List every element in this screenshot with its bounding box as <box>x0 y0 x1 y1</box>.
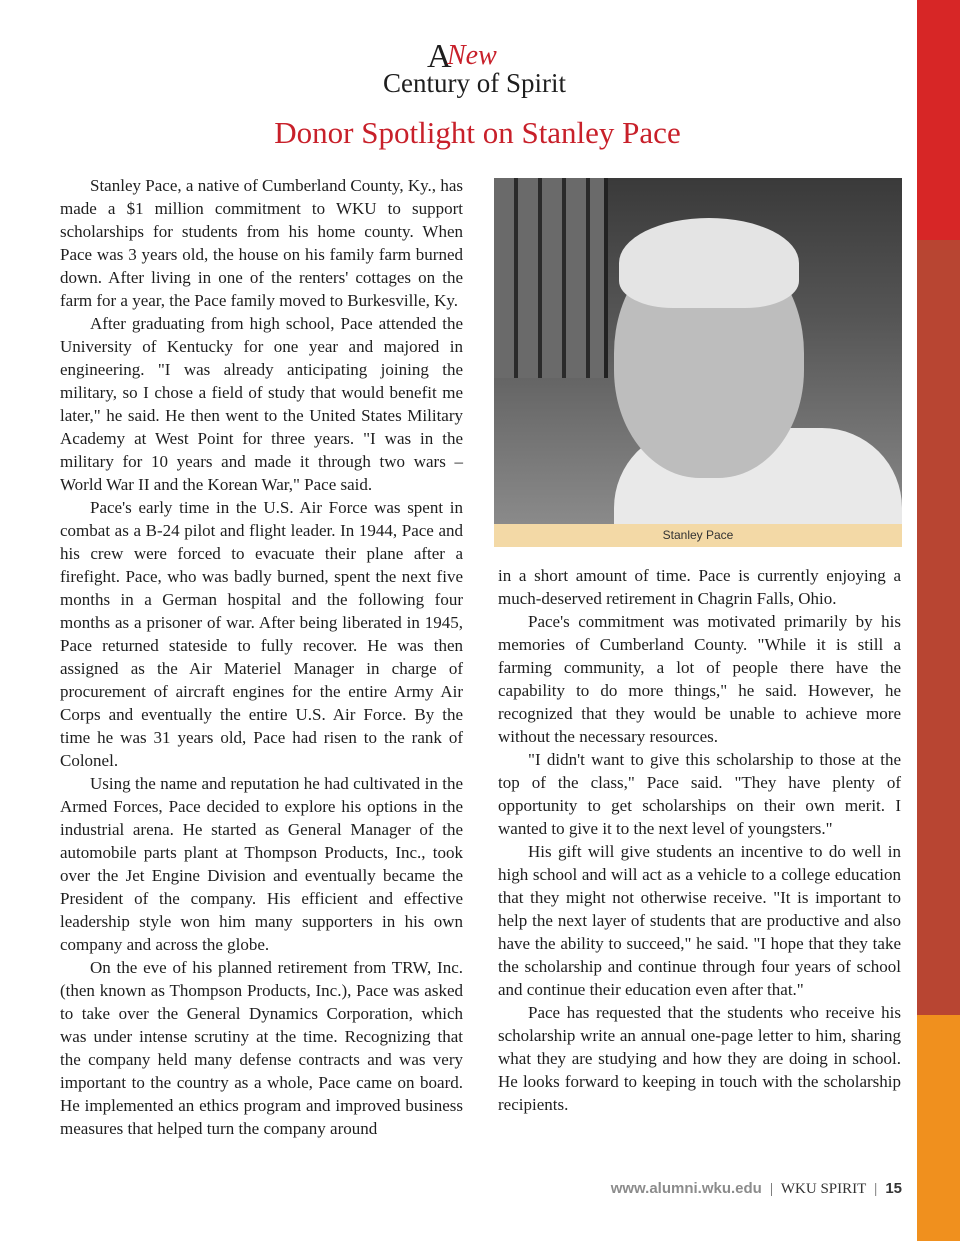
photo-hair <box>619 218 799 308</box>
photo-caption: Stanley Pace <box>494 524 902 547</box>
paragraph: Using the name and reputation he had cultivated in the Armed Forces, Pace decided to explore his options in the industrial arena. He started as General Manager of the automobile parts plant at Thompson Products, Inc., took over the Jet Engine Division and eventually became the President of the company. His efficient and effective leadership style won him many supporters in his own company and across the globe. <box>60 774 463 954</box>
right-column <box>498 564 901 1116</box>
footer-separator: | <box>874 1181 878 1197</box>
logo-letter-a: A <box>427 38 452 75</box>
stanley-pace-photo <box>494 178 902 524</box>
paragraph: On the eve of his planned retirement from TRW, Inc. (then known as Thompson Products, Inc.), Pace was asked to take over the General Dynamics Corporation, which was under intense scrutiny at the time. Recognizing that the company held many defense contracts and was very important to the country as a whole, Pace came on board. He implemented an ethics program and improved business measures that helped turn the company around <box>60 958 463 1138</box>
footer-publication: WKU SPIRIT <box>780 1181 867 1197</box>
paragraph: "I didn't want to give this scholarship to those at the top of the class," Pace said. "They have plenty of opportunity to get scholarships on their own merit. I wanted to give it to the next level of youngsters." <box>498 750 901 838</box>
photo-background-window <box>494 178 608 378</box>
footer-separator: | <box>769 1181 773 1197</box>
paragraph: His gift will give students an incentive to do well in high school and will act as a vehicle to a college education that they might not otherwise receive. "It is important to help the next layer of students that are productive and also have the ability to succeed," he said. "I hope that they take the scholarship and continue through four years of school and continue their education even after that." <box>498 842 901 999</box>
color-bar-rust <box>917 240 960 1015</box>
article-headline: Donor Spotlight on Stanley Pace <box>274 115 681 150</box>
paragraph: After graduating from high school, Pace attended the University of Kentucky for one year and majored in engineering. "I was already anticipating joining the military, so I chose a field of study that would benefit me later," he said. He then went to the United States Military Academy at West Point for three years. "I was in the military for 10 years and made it through two wars – World War II and the Korean War," Pace said. <box>60 314 463 494</box>
logo-new: New <box>447 40 497 71</box>
paragraph: in a short amount of time. Pace is currently enjoying a much-deserved retirement in Chagrin Falls, Ohio. <box>498 566 901 608</box>
logo-century-of-spirit: Century of Spirit <box>383 68 566 98</box>
footer-url[interactable]: www.alumni.wku.edu <box>610 1180 762 1197</box>
paragraph: Pace's early time in the U.S. Air Force was spent in combat as a B-24 pilot and flight leader. In 1944, Pace and his crew were forced to evacuate their plane after a firefight. Pace, who was badly burned, spent the next five months in a German hospital and the following four months as a prisoner of war. After being liberated in 1945, Pace returned stateside to fully recover. He was then assigned as the Air Materiel Manager in charge of procurement of aircraft engines for the entire Army Air Corps and eventually the entire U.S. Air Force. By the time he was 31 years old, Pace had risen to the rank of Colonel. <box>60 498 463 770</box>
page-number: 15 <box>885 1180 902 1197</box>
paragraph: Pace has requested that the students who receive his scholarship write an annual one-page letter to him, sharing what they are studying and how they are doing in school. He looks forward to keeping in touch with the scholarship recipients. <box>498 1003 901 1114</box>
color-bar-orange <box>917 1015 960 1241</box>
new-century-of-spirit-logo <box>375 40 585 102</box>
page-footer <box>611 1180 902 1198</box>
paragraph: Pace's commitment was motivated primarily by his memories of Cumberland County. "While it is still a farming community, a lot of people there have the capability to do more things," he said. However, he recognized that they would be unable to achieve more without the necessary resources. <box>498 612 901 746</box>
left-column <box>60 174 463 1140</box>
paragraph: Stanley Pace, a native of Cumberland County, Ky., has made a $1 million commitment to WKU to support scholarships for students from his home county. When Pace was 3 years old, the house on his family farm burned down. After living in one of the renters' cottages on the farm for a year, the Pace family moved to Burkesville, Ky. <box>60 176 463 310</box>
